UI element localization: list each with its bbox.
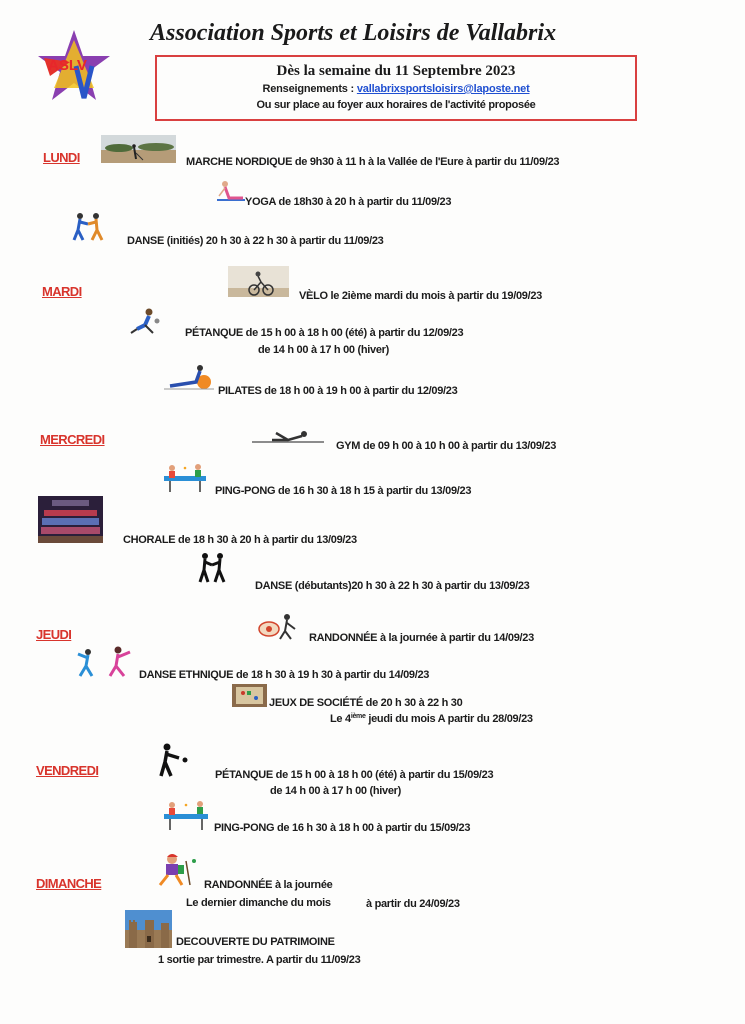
hiking-icon [255,611,300,641]
nordic-walking-photo [101,135,176,163]
day-label-mardi: MARDI [42,284,82,299]
activity-randonnee-jeudi: RANDONNÉE à la journée à partir du 14/09/23 [309,632,534,644]
activity-pilates: PILATES de 18 h 00 à 19 h 00 à partir du 12/09/23 [218,385,458,397]
activity-chorale: CHORALE de 18 h 30 à 20 h à partir du 13/09/23 [123,534,357,546]
activity-jeux-de-societe: JEUX DE SOCIÉTÉ de 20 h 30 à 22 h 30 [269,697,463,709]
activity-ping-pong-vendredi: PING-PONG de 16 h 30 à 18 h 00 à partir du 15/09/23 [214,822,471,834]
activity-petanque-vendredi: PÉTANQUE de 15 h 00 à 18 h 00 (été) à partir du 15/09/23 [215,769,494,781]
pilates-icon [162,362,216,392]
dance-couple-icon [70,210,106,242]
ping-pong-icon [160,462,210,494]
activity-danse-ethnique: DANSE ETHNIQUE de 18 h 30 à 19 h 30 à partir du 14/09/23 [139,669,430,681]
ping-pong-icon [160,799,212,832]
activity-marche-nordique: MARCHE NORDIQUE de 9h30 à 11 h à la Vallée de l'Eure à partir du 11/09/23 [186,156,560,168]
activity-ping-pong-mercredi: PING-PONG de 16 h 30 à 18 h 15 à partir du 13/09/23 [215,485,472,497]
activity-petanque-mardi-hiver: de 14 h 00 à 17 h 00 (hiver) [258,344,390,356]
page-title: Association Sports et Loisirs de Vallabrix [150,20,557,46]
aslv-logo [36,28,112,106]
email-link[interactable]: vallabrixsportsloisirs@laposte.net [356,83,530,95]
board-game-icon [232,684,267,707]
day-label-vendredi: VENDREDI [36,763,99,778]
activity-patrimoine: DECOUVERTE DU PATRIMOINE [176,936,335,948]
info-box [155,55,637,121]
day-label-lundi: LUNDI [43,150,80,165]
petanque-silhouette-icon [155,742,190,778]
activity-velo: VÈLO le 2ième mardi du mois à partir du 19/09/23 [299,290,542,302]
activity-randonnee-dimanche-frequency: Le dernier dimanche du mois [186,897,331,909]
contact-line [157,83,635,95]
note-post: jeudi du mois A partir du 28/09/23 [365,713,533,725]
start-date-line: Dès la semaine du 11 Septembre 2023 [276,63,516,79]
note-sup: ième [350,713,366,720]
petanque-icon [127,307,163,335]
activity-gym: GYM de 09 h 00 à 10 h 00 à partir du 13/09/23 [336,440,557,452]
activity-jeux-note [330,713,533,725]
day-label-jeudi: JEUDI [36,627,72,642]
gym-icon [252,425,324,445]
activity-patrimoine-frequency: 1 sortie par trimestre. A partir du 11/09/23 [158,954,361,966]
heritage-ramparts-photo [125,910,172,948]
contact-label: Renseignements : [262,83,357,95]
day-label-mercredi: MERCREDI [40,432,105,447]
activity-randonnee-dimanche-start: à partir du 24/09/23 [366,898,460,910]
day-label-dimanche: DIMANCHE [36,876,102,891]
cycling-photo [228,266,289,297]
activity-petanque-mardi: PÉTANQUE de 15 h 00 à 18 h 00 (été) à partir du 12/09/23 [185,327,464,339]
logo-text: ASLV [48,57,87,74]
activity-danse-debutants: DANSE (débutants)20 h 30 à 22 h 30 à partir du 13/09/23 [255,580,530,592]
activity-yoga: YOGA de 18h30 à 20 h à partir du 11/09/23 [245,196,452,208]
yoga-icon [215,178,247,204]
choir-photo [38,496,103,543]
activity-danse-inities: DANSE (initiés) 20 h 30 à 22 h 30 à partir du 11/09/23 [127,235,384,247]
onsite-info-line: Ou sur place au foyer aux horaires de l'activité proposée [256,99,536,111]
note-pre: Le 4 [330,713,351,725]
dance-silhouette-icon [196,552,228,584]
activity-randonnee-dimanche: RANDONNÉE à la journée [204,879,333,891]
activity-petanque-vendredi-hiver: de 14 h 00 à 17 h 00 (hiver) [270,785,402,797]
ethnic-dance-icon [74,644,136,678]
hiking-cartoon-icon [150,851,200,889]
